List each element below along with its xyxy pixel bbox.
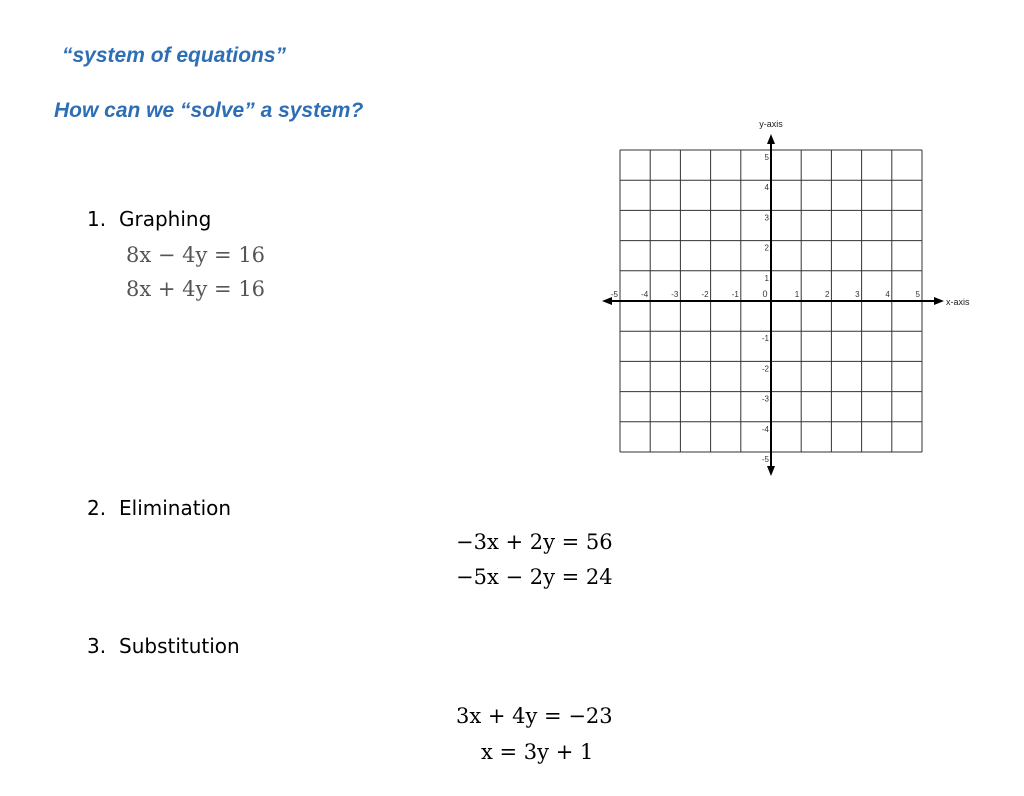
y-axis-arrow-down	[767, 466, 775, 476]
method-substitution	[87, 634, 240, 658]
equation: −5x − 2y = 24	[456, 565, 613, 589]
method-graphing	[87, 207, 211, 231]
y-axis-arrow-up	[767, 134, 775, 144]
equation: x = 3y + 1	[481, 740, 594, 764]
x-tick-label: -5	[610, 290, 618, 299]
x-tick-label: 1	[794, 290, 800, 299]
y-axis-label: y-axis	[759, 119, 783, 129]
x-tick-label: 2	[824, 290, 830, 299]
y-tick-label: -5	[761, 455, 769, 464]
x-tick-label: -1	[731, 290, 739, 299]
y-tick-label: 3	[764, 213, 769, 223]
x-tick-label: -3	[671, 290, 679, 299]
equation: 8x + 4y = 16	[126, 277, 266, 301]
y-tick-label: 2	[764, 243, 769, 253]
y-tick-label: 4	[764, 183, 769, 193]
y-tick-label: 1	[764, 273, 769, 283]
method-name: Graphing	[119, 207, 212, 231]
y-tick-label: -3	[761, 394, 769, 404]
equation: 3x + 4y = −23	[456, 704, 613, 728]
method-number: 1.	[87, 207, 107, 231]
x-axis-arrow-right	[934, 297, 944, 305]
x-tick-label: -4	[641, 290, 649, 299]
method-number: 2.	[87, 496, 107, 520]
x-tick-label: 0	[762, 289, 768, 299]
x-axis-label: x-axis	[946, 297, 970, 307]
question-heading: How can we “solve” a system?	[54, 99, 364, 122]
y-tick-label: -2	[761, 364, 769, 374]
x-tick-label: -2	[701, 290, 709, 299]
equation: 8x − 4y = 16	[126, 243, 266, 267]
method-name: Substitution	[119, 634, 240, 658]
y-tick-label: -4	[761, 424, 769, 434]
y-tick-label: 5	[764, 153, 769, 162]
y-tick-label: -1	[761, 334, 769, 344]
method-number: 3.	[87, 634, 107, 658]
method-name: Elimination	[119, 496, 232, 520]
coordinate-grid	[590, 112, 990, 487]
x-tick-label: 5	[915, 290, 920, 299]
equation: −3x + 2y = 56	[456, 530, 613, 554]
x-tick-label: 3	[855, 290, 860, 299]
x-tick-label: 4	[885, 290, 890, 299]
method-elimination	[87, 496, 231, 520]
page-title: “system of equations”	[62, 44, 287, 67]
